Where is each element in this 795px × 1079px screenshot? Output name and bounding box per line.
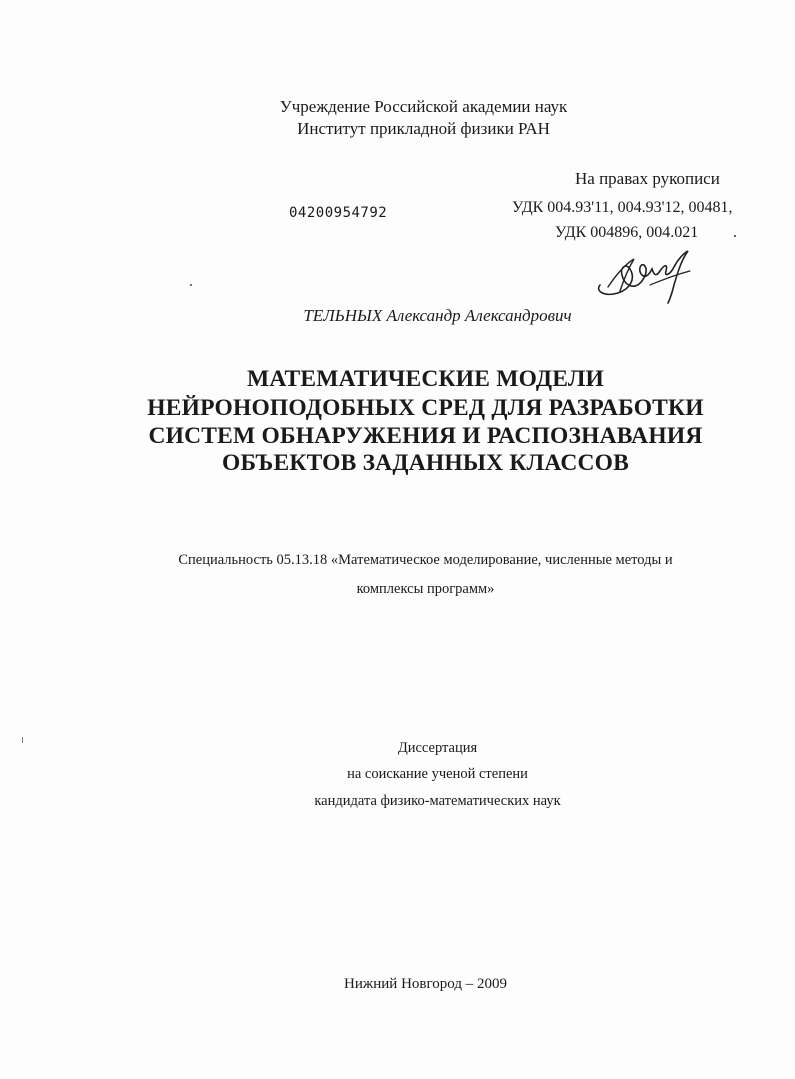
institution-name: Учреждение Российской академии наук xyxy=(279,97,568,116)
title-line-3: СИСТЕМ ОБНАРУЖЕНИЯ И РАСПОЗНАВАНИЯ xyxy=(148,423,703,449)
scan-speck xyxy=(22,737,23,743)
udk-line-2: УДК 004896, 004.021 xyxy=(555,224,699,241)
title-line-1: МАТЕМАТИЧЕСКИЕ МОДЕЛИ xyxy=(246,366,605,392)
dissertation-label: Диссертация xyxy=(397,740,478,756)
institute-name: Институт прикладной физики РАН xyxy=(297,119,550,138)
title-line-4: ОБЪЕКТОВ ЗАДАННЫХ КЛАССОВ xyxy=(221,450,630,476)
udk-dot: . xyxy=(733,224,737,241)
scan-speck xyxy=(190,284,192,286)
degree-purpose: на соискание ученой степени xyxy=(347,766,528,782)
title-line-2: НЕЙРОНОПОДОБНЫХ СРЕД ДЛЯ РАЗРАБОТКИ xyxy=(147,395,704,421)
specialty-line-1: Специальность 05.13.18 «Математическое моделирование, численные методы и xyxy=(178,552,673,568)
degree-name: кандидата физико-математических наук xyxy=(314,793,561,809)
rights-note: На правах рукописи xyxy=(575,169,720,188)
barcode-number: 04200954792 xyxy=(289,205,388,221)
author-name: ТЕЛЬНЫХ Александр Александрович xyxy=(303,306,572,325)
city-year: Нижний Новгород – 2009 xyxy=(344,976,507,992)
udk-line-1: УДК 004.93'11, 004.93'12, 00481, xyxy=(512,199,733,216)
specialty-line-2: комплексы программ» xyxy=(356,581,495,597)
signature-icon xyxy=(590,245,700,305)
